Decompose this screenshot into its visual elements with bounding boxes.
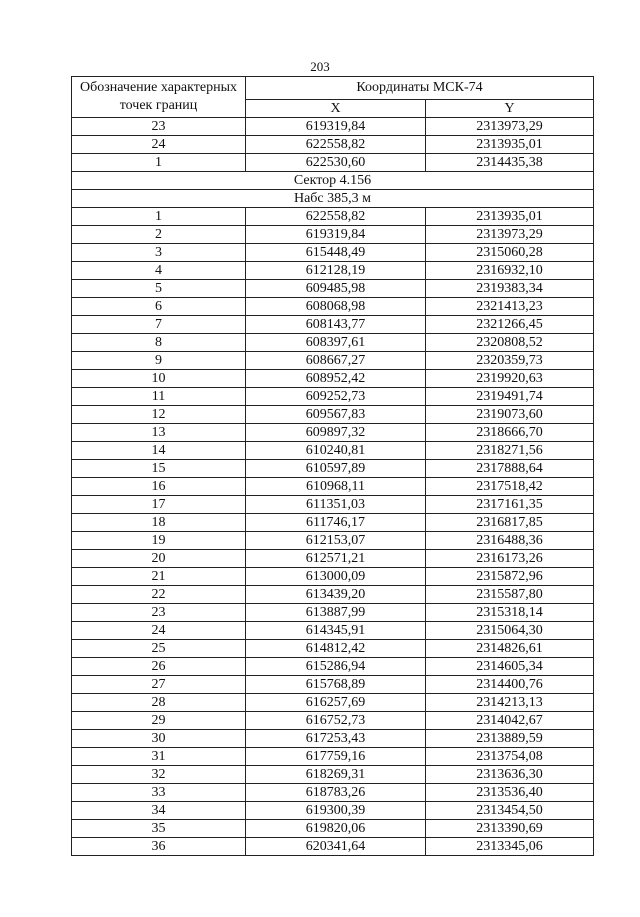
table-row xyxy=(72,622,594,640)
point-number-cell: 14 xyxy=(72,442,246,460)
y-coordinate-cell: 2313390,69 xyxy=(426,820,594,838)
point-number-cell: 5 xyxy=(72,280,246,298)
x-coordinate-cell: 612153,07 xyxy=(246,532,426,550)
point-number-cell: 36 xyxy=(72,838,246,856)
table-row xyxy=(72,352,594,370)
y-coordinate-cell: 2313973,29 xyxy=(426,226,594,244)
table-row xyxy=(72,460,594,478)
x-coordinate-cell: 619319,84 xyxy=(246,226,426,244)
table-row xyxy=(72,118,594,136)
y-coordinate-cell: 2314435,38 xyxy=(426,154,594,172)
y-coordinate-cell: 2315060,28 xyxy=(426,244,594,262)
point-number-cell: 22 xyxy=(72,586,246,604)
point-number-cell: 2 xyxy=(72,226,246,244)
y-coordinate-cell: 2313536,40 xyxy=(426,784,594,802)
x-coordinate-cell: 616257,69 xyxy=(246,694,426,712)
y-coordinate-cell: 2321266,45 xyxy=(426,316,594,334)
x-coordinate-cell: 615768,89 xyxy=(246,676,426,694)
table-row xyxy=(72,298,594,316)
y-coordinate-cell: 2313935,01 xyxy=(426,208,594,226)
x-coordinate-cell: 619319,84 xyxy=(246,118,426,136)
point-number-cell: 9 xyxy=(72,352,246,370)
point-number-cell: 13 xyxy=(72,424,246,442)
x-coordinate-cell: 619300,39 xyxy=(246,802,426,820)
y-coordinate-cell: 2319073,60 xyxy=(426,406,594,424)
table-row xyxy=(72,694,594,712)
y-coordinate-cell: 2315587,80 xyxy=(426,586,594,604)
x-coordinate-cell: 612128,19 xyxy=(246,262,426,280)
x-coordinate-cell: 619820,06 xyxy=(246,820,426,838)
point-number-cell: 11 xyxy=(72,388,246,406)
table-row xyxy=(72,568,594,586)
y-coordinate-cell: 2317518,42 xyxy=(426,478,594,496)
x-coordinate-cell: 622558,82 xyxy=(246,136,426,154)
y-coordinate-cell: 2316817,85 xyxy=(426,514,594,532)
x-coordinate-cell: 617759,16 xyxy=(246,748,426,766)
y-coordinate-cell: 2314605,34 xyxy=(426,658,594,676)
table-row xyxy=(72,514,594,532)
y-coordinate-cell: 2313754,08 xyxy=(426,748,594,766)
point-number-cell: 17 xyxy=(72,496,246,514)
point-number-cell: 30 xyxy=(72,730,246,748)
point-number-cell: 6 xyxy=(72,298,246,316)
y-coordinate-cell: 2314826,61 xyxy=(426,640,594,658)
x-coordinate-cell: 614812,42 xyxy=(246,640,426,658)
table-row xyxy=(72,766,594,784)
y-coordinate-cell: 2315872,96 xyxy=(426,568,594,586)
y-coordinate-cell: 2320808,52 xyxy=(426,334,594,352)
x-coordinate-cell: 613439,20 xyxy=(246,586,426,604)
table-row xyxy=(72,838,594,856)
x-coordinate-cell: 609897,32 xyxy=(246,424,426,442)
x-coordinate-cell: 608667,27 xyxy=(246,352,426,370)
x-coordinate-cell: 608952,42 xyxy=(246,370,426,388)
point-number-cell: 29 xyxy=(72,712,246,730)
table-row xyxy=(72,748,594,766)
point-number-cell: 16 xyxy=(72,478,246,496)
table-row xyxy=(72,388,594,406)
sector-name-row xyxy=(72,172,594,190)
y-coordinate-cell: 2319383,34 xyxy=(426,280,594,298)
x-coordinate-cell: 610597,89 xyxy=(246,460,426,478)
coordinates-table xyxy=(71,76,594,856)
table-row xyxy=(72,640,594,658)
point-number-cell: 4 xyxy=(72,262,246,280)
y-coordinate-cell: 2319920,63 xyxy=(426,370,594,388)
y-coordinate-cell: 2316173,26 xyxy=(426,550,594,568)
table-row xyxy=(72,226,594,244)
y-coordinate-cell: 2319491,74 xyxy=(426,388,594,406)
x-coordinate-cell: 616752,73 xyxy=(246,712,426,730)
y-coordinate-cell: 2318666,70 xyxy=(426,424,594,442)
y-coordinate-cell: 2317161,35 xyxy=(426,496,594,514)
table-row xyxy=(72,442,594,460)
point-number-cell: 23 xyxy=(72,604,246,622)
table-row xyxy=(72,550,594,568)
table-row xyxy=(72,334,594,352)
point-number-cell: 26 xyxy=(72,658,246,676)
y-coordinate-cell: 2315064,30 xyxy=(426,622,594,640)
point-number-cell: 25 xyxy=(72,640,246,658)
y-coordinate-cell: 2316488,36 xyxy=(426,532,594,550)
point-number-cell: 19 xyxy=(72,532,246,550)
y-coordinate-cell: 2321413,23 xyxy=(426,298,594,316)
point-number-cell: 24 xyxy=(72,622,246,640)
point-number-cell: 1 xyxy=(72,154,246,172)
point-number-cell: 10 xyxy=(72,370,246,388)
x-coordinate-cell: 608397,61 xyxy=(246,334,426,352)
x-coordinate-cell: 613887,99 xyxy=(246,604,426,622)
point-number-cell: 31 xyxy=(72,748,246,766)
point-number-cell: 12 xyxy=(72,406,246,424)
x-coordinate-cell: 615448,49 xyxy=(246,244,426,262)
point-number-cell: 23 xyxy=(72,118,246,136)
y-coordinate-cell: 2315318,14 xyxy=(426,604,594,622)
y-coordinate-cell: 2316932,10 xyxy=(426,262,594,280)
point-number-cell: 34 xyxy=(72,802,246,820)
x-coordinate-cell: 618783,26 xyxy=(246,784,426,802)
table-row xyxy=(72,586,594,604)
x-coordinate-cell: 610240,81 xyxy=(246,442,426,460)
y-coordinate-cell: 2314400,76 xyxy=(426,676,594,694)
x-coordinate-cell: 609252,73 xyxy=(246,388,426,406)
table-row xyxy=(72,712,594,730)
sector-height: Набс 385,3 м xyxy=(72,190,594,208)
coordinates-system-header: Координаты МСК-74 xyxy=(246,77,594,100)
y-coordinate-cell: 2314213,13 xyxy=(426,694,594,712)
x-coordinate-cell: 622558,82 xyxy=(246,208,426,226)
x-coordinate-cell: 622530,60 xyxy=(246,154,426,172)
point-number-cell: 24 xyxy=(72,136,246,154)
table-row xyxy=(72,136,594,154)
table-row xyxy=(72,262,594,280)
points-column-header: Обозначение характерных точек границ xyxy=(72,77,246,118)
table-row xyxy=(72,478,594,496)
x-coordinate-cell: 608068,98 xyxy=(246,298,426,316)
point-number-cell: 8 xyxy=(72,334,246,352)
table-row xyxy=(72,280,594,298)
point-number-cell: 1 xyxy=(72,208,246,226)
y-coordinate-cell: 2313636,30 xyxy=(426,766,594,784)
y-coordinate-cell: 2320359,73 xyxy=(426,352,594,370)
x-coordinate-cell: 608143,77 xyxy=(246,316,426,334)
table-row xyxy=(72,154,594,172)
x-coordinate-cell: 609485,98 xyxy=(246,280,426,298)
table-row xyxy=(72,730,594,748)
x-coordinate-cell: 620341,64 xyxy=(246,838,426,856)
point-number-cell: 27 xyxy=(72,676,246,694)
x-coordinate-cell: 611351,03 xyxy=(246,496,426,514)
point-number-cell: 28 xyxy=(72,694,246,712)
y-coordinate-cell: 2317888,64 xyxy=(426,460,594,478)
table-row xyxy=(72,370,594,388)
x-coordinate-cell: 609567,83 xyxy=(246,406,426,424)
y-coordinate-cell: 2313454,50 xyxy=(426,802,594,820)
point-number-cell: 3 xyxy=(72,244,246,262)
y-coordinate-cell: 2313973,29 xyxy=(426,118,594,136)
y-coordinate-cell: 2313345,06 xyxy=(426,838,594,856)
point-number-cell: 33 xyxy=(72,784,246,802)
sector-name: Сектор 4.156 xyxy=(72,172,594,190)
x-coordinate-cell: 614345,91 xyxy=(246,622,426,640)
point-number-cell: 7 xyxy=(72,316,246,334)
table-row xyxy=(72,820,594,838)
x-coordinate-cell: 617253,43 xyxy=(246,730,426,748)
table-row xyxy=(72,802,594,820)
previous-sector-rows xyxy=(72,118,594,172)
table-row xyxy=(72,208,594,226)
table-row xyxy=(72,316,594,334)
table-row xyxy=(72,658,594,676)
x-coordinate-cell: 615286,94 xyxy=(246,658,426,676)
table-row xyxy=(72,496,594,514)
y-coordinate-cell: 2318271,56 xyxy=(426,442,594,460)
point-number-cell: 35 xyxy=(72,820,246,838)
x-coordinate-cell: 611746,17 xyxy=(246,514,426,532)
x-coordinate-cell: 613000,09 xyxy=(246,568,426,586)
table-row xyxy=(72,676,594,694)
x-coordinate-cell: 618269,31 xyxy=(246,766,426,784)
x-coordinate-cell: 612571,21 xyxy=(246,550,426,568)
point-number-cell: 21 xyxy=(72,568,246,586)
y-coordinate-cell: 2313935,01 xyxy=(426,136,594,154)
sector-rows xyxy=(72,208,594,856)
table-row xyxy=(72,532,594,550)
y-coordinate-cell: 2313889,59 xyxy=(426,730,594,748)
sector-height-row xyxy=(72,190,594,208)
point-number-cell: 32 xyxy=(72,766,246,784)
y-coordinate-cell: 2314042,67 xyxy=(426,712,594,730)
table-row xyxy=(72,784,594,802)
y-column-header: Y xyxy=(426,100,594,118)
table-row xyxy=(72,424,594,442)
point-number-cell: 20 xyxy=(72,550,246,568)
point-number-cell: 18 xyxy=(72,514,246,532)
point-number-cell: 15 xyxy=(72,460,246,478)
x-coordinate-cell: 610968,11 xyxy=(246,478,426,496)
table-row xyxy=(72,604,594,622)
page-number: 203 xyxy=(310,59,330,74)
table-row xyxy=(72,244,594,262)
x-column-header: X xyxy=(246,100,426,118)
table-row xyxy=(72,406,594,424)
